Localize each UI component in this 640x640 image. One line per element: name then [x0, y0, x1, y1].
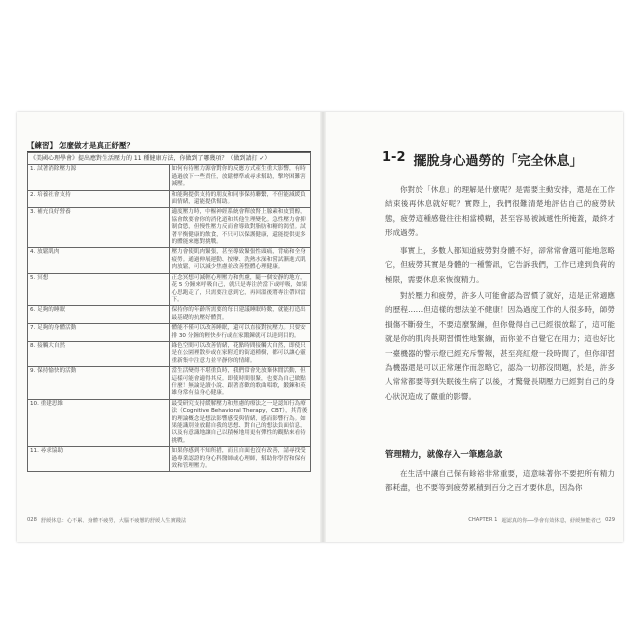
exercise-title-text: 怎麼做才是真正紓壓？: [59, 141, 134, 150]
method-label: 4. 放鬆肌肉: [28, 248, 170, 273]
table-row: [28, 341, 311, 366]
paragraph: 在生活中讓自己保有餘裕非常重要，這意味著你不要把所有精力都耗盡，也不要等到疲勞累積到百分之百才要休息，因為你: [385, 469, 615, 493]
method-label: 11. 尋求協助: [28, 447, 170, 472]
method-description: 綠色空間可以改善情緒，花點時間接觸大自然，即使只是在公園裡散步或在家附近的街道種樹，都可以讓心靈重新集中注意力並平靜你的情緒。: [169, 341, 311, 366]
table-row: [28, 367, 311, 400]
method-label: 6. 足夠的睡眠: [28, 306, 170, 324]
method-description: 當生活變得不堪重負時，我們常會先放棄休閒活動，但這樣可能會適得其反。即使時間很緊，也要為自己做點什麼！無論是讀小說、跟著喜歡的歌曲唱歌，鍛鍊和英雄身常有益身心健康。: [169, 367, 311, 400]
left-page: [17, 112, 320, 542]
stress-methods-table: [27, 152, 311, 472]
method-description: 壓力會使肌肉緊張，甚至導致緊張性頭痛，背痛和全身疲勞。通過伸展運動、按摩、洗熱水澡和嘗試漸進式肌肉放鬆，可以減少焦慮並改善整體心理健康。: [169, 248, 311, 273]
table-header: 《美國心理學會》提出應對生活壓力的 11 種健康方法，你做到了哪幾項？（做到請打 ✓）: [28, 153, 311, 165]
method-description: 如何有待壓力源會對你的反應方式產生重大影響，有時過過放下一些責任，放鬆標準或尋求幫助，擊垮困難害減壓。: [169, 165, 311, 190]
paragraph: 事實上，多數人都知道疲勞對身體不好，卻常常會選可能地忽略它，但疲勞其實是身體的一種警訊，它告訴我們，工作已達到負荷的極限，需要休息來恢復精力。: [385, 246, 615, 284]
method-description: 最受研究支持緩解壓力和焦慮的療法之一是認知行為療法（Cognitive Behavioral Therapy，CBT），其背後的理論概念是想法影響感受與情緒，感而影響行為。如果能識別並放鬆自我的思想、對自己的想法負面信息，以及有意識地讓自己以積極地用更有彈性的觀點來看待挑戰。: [169, 399, 311, 446]
left-page-number: 028: [27, 517, 37, 523]
method-description: 和能夠提供支持的朋友和同事保持聯繫，不但能減緩負面情緒，還能提供幫助。: [169, 190, 311, 208]
method-description: 體能不僅可以改善睡眠，還可以直接對抗壓力。只要安排 30 分鐘的輕快步行或在家鍛鍊就可以達到目的。: [169, 324, 311, 342]
method-label: 7. 足夠的身體活動: [28, 324, 170, 342]
table-row: [28, 399, 311, 446]
section-number: 1-2: [382, 150, 406, 165]
section-heading: [382, 150, 583, 169]
right-running-title: 超認真的你──學會有效休息，紓緩無能者已: [501, 518, 602, 524]
method-label: 3. 補充良好營養: [28, 208, 170, 248]
method-label: 2. 培養社會支持: [28, 190, 170, 208]
method-label: 5. 冥想: [28, 273, 170, 306]
method-label: 1. 試著消除壓力源: [28, 165, 170, 190]
table-header-row: [28, 153, 311, 165]
table-row: [28, 447, 311, 472]
exercise-title: [27, 140, 134, 151]
method-label: 8. 接觸大自然: [28, 341, 170, 366]
paragraph: 對於壓力和疲勞，許多人可能會認為習慣了就好，這是正常適應的歷程……但這樣的想法並不健康！因為過度工作的人很多時，師勞損傷不斷發生，不要這麼緊繃，但你覺得自己已經很放鬆了，這可能就是你的肌肉長期習慣性地緊繃，而你並不自覺它在用力；這也好比一臺機器的警示燈已經充斥警報，甚至亮紅燈一段時間了，但你卻習為機器還是可以正常運作而忽略它，認為一切都沒問題，於是，許多人常常都要等到失眠後生病了以後，才驚覺長期壓力已經對自己的身心狀況造成了嚴重的影響。: [385, 291, 615, 401]
method-label: 10. 重建思維: [28, 399, 170, 446]
method-label: 9. 保持愉快的活動: [28, 367, 170, 400]
paragraph: 你對於「休息」的理解是什麼呢？是需要主動安排，還是在工作結束後再休息就好呢？實際上，我們很難清楚地評估自己的疲勞狀態，疲勞這種感覺往往相當模糊，甚至容易被減遞性所掩蓋，最終才形成過勞。: [385, 185, 615, 238]
chapter-label: CHAPTER 1: [468, 517, 498, 523]
table-row: [28, 208, 311, 248]
table-row: [28, 190, 311, 208]
method-description: 適度壓力時，中樞神經系統會釋放腎上腺素和皮質醇，協會飲要會你的消化道和其他生理變化。急性壓力會抑制食慾，但慢性壓力反而會導致對脂肪和糖的渴望。試著平衡健康的飲食，不只可以保護健康，還能提供更多的體能來應對挑戰。: [169, 208, 311, 248]
table-row: [28, 324, 311, 342]
section-title: 擺脫身心過勞的「完全休息」: [413, 154, 583, 169]
subheading: 管理精力，就像存入一筆應急款: [385, 449, 503, 459]
exercise-title-tag: 【練習】: [27, 141, 57, 150]
left-running-title: 舒緩休息：心不累、身體不疲勞，大腦不疲憊的舒緩人生實踐法: [40, 518, 187, 524]
method-description: 保持你的年齡所需要的每日建議睡眠時數，就能打造出最基礎的抗壓好體質。: [169, 306, 311, 324]
table-row: [28, 306, 311, 324]
table-row: [28, 248, 311, 273]
table-row: [28, 165, 311, 190]
right-page-number: 029: [605, 517, 615, 523]
method-description: 如果你感到不知所措，而且自面也沒有改善，請尋找受過專業認證的身心科醫師或心理師，幫助你學習和保有效和管理壓力。: [169, 447, 311, 472]
method-description: 正念冥想可減輕心理壓力和焦慮，隨一個安靜的地方，花 5 分鐘來呼吸自己，就只是專注於當下或呼吸，如果心思跑走了，只需要注意到它，再回溫後將專注帶回當下。: [169, 273, 311, 306]
right-footer: [385, 517, 615, 524]
table-row: [28, 273, 311, 306]
left-footer: [27, 517, 186, 524]
right-page: [326, 112, 623, 542]
book-spread: [17, 112, 623, 542]
